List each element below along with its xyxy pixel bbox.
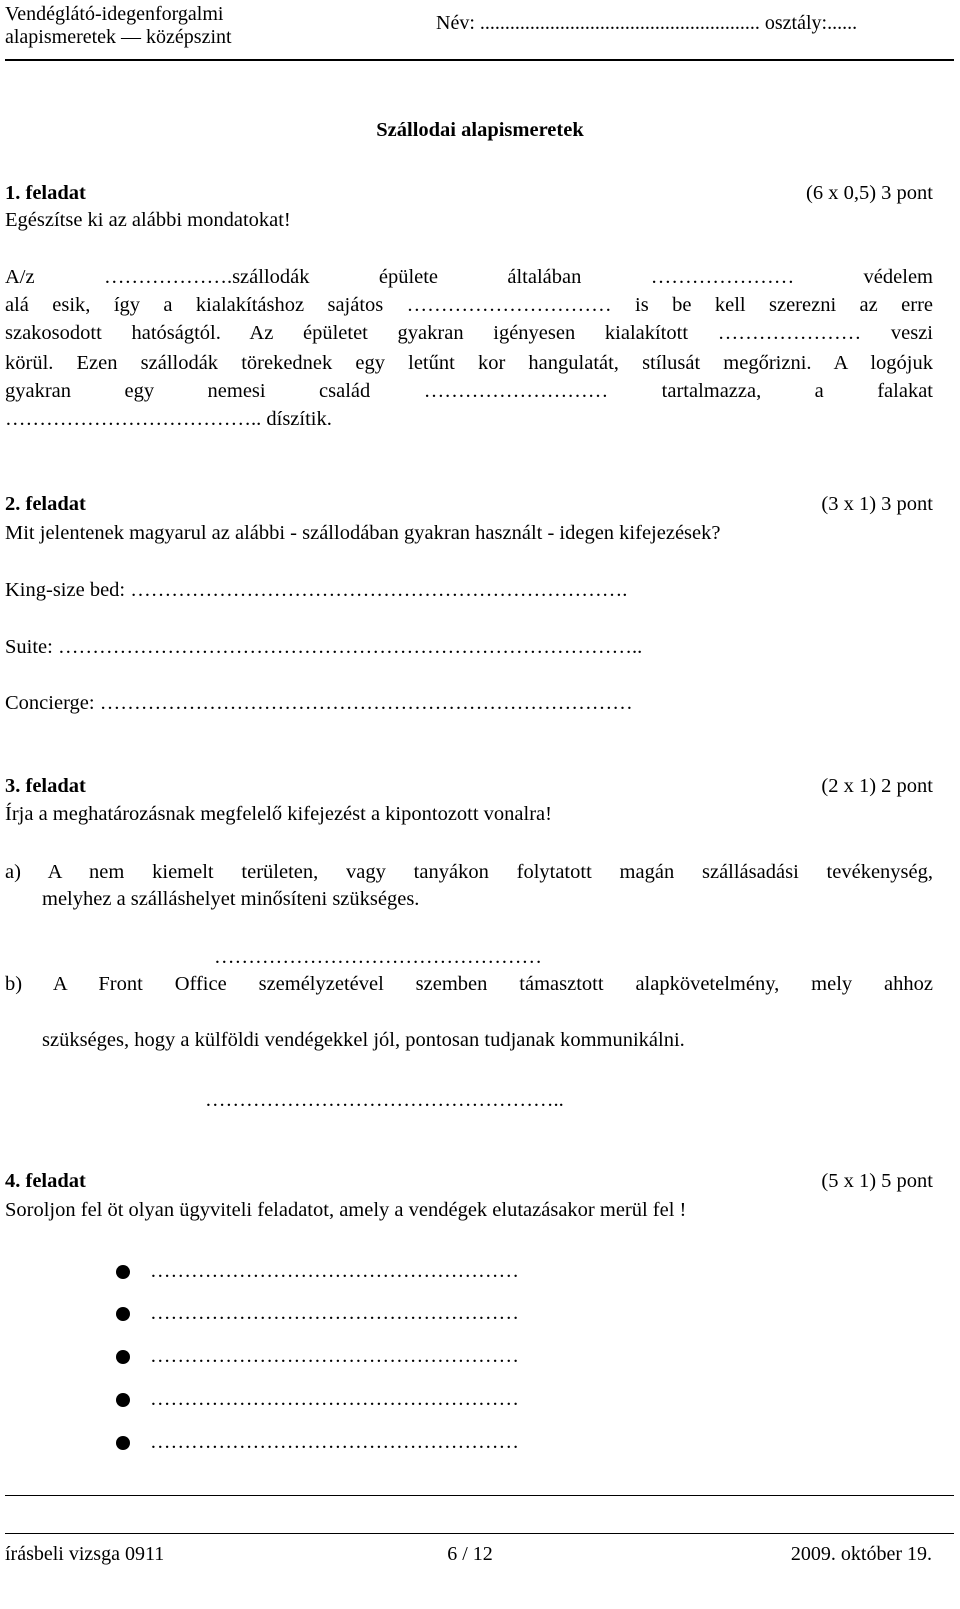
task4-answer-line-4: ……………………………………………… xyxy=(150,1388,519,1410)
footer-divider-bottom xyxy=(5,1533,954,1534)
task1-line-5: gyakran egy nemesi család ……………………… tartalmazza, a falakat xyxy=(5,380,933,402)
task2-instruction: Mit jelentenek magyarul az alábbi - szállodában gyakran használt - idegen kifejezések? xyxy=(5,522,721,544)
task1-line-6: ……………………………….. díszítik. xyxy=(5,408,332,430)
task3-a-answer-line: ………………………………………… xyxy=(214,946,542,968)
task1-instruction: Egészítse ki az alábbi mondatokat! xyxy=(5,209,291,231)
task4-points: (5 x 1) 5 pont xyxy=(821,1170,933,1192)
task2-points: (3 x 1) 3 pont xyxy=(821,493,933,515)
footer-page-number: 6 / 12 xyxy=(447,1543,493,1565)
task4-label: 4. feladat xyxy=(5,1170,86,1192)
task2-item-concierge: Concierge: …………………………………………………………………… xyxy=(5,692,633,714)
task3-a-line2: melyhez a szálláshelyet minősíteni szükséges. xyxy=(42,888,420,910)
footer-exam-type: írásbeli vizsga 0911 xyxy=(5,1543,165,1565)
task3-label: 3. feladat xyxy=(5,775,86,797)
bullet-icon xyxy=(116,1350,130,1364)
bullet-icon xyxy=(116,1393,130,1407)
task4-answer-line-5: ……………………………………………… xyxy=(150,1431,519,1453)
bullet-icon xyxy=(116,1307,130,1321)
task4-answer-line-3: ……………………………………………… xyxy=(150,1345,519,1367)
page-title: Szállodai alapismeretek xyxy=(376,119,584,141)
task3-points: (2 x 1) 2 pont xyxy=(821,775,933,797)
task3-b-answer-line: …………………………………………….. xyxy=(205,1089,564,1111)
task1-line-4: körül. Ezen szállodák törekednek egy letűnt kor hangulatát, stílusát megőrizni. A logójuk xyxy=(5,352,933,374)
header-name-field: Név: ........................................................ osztály:...... xyxy=(436,12,858,34)
header-subject-line1: Vendéglátó-idegenforgalmi xyxy=(5,3,224,25)
task3-instruction: Írja a meghatározásnak megfelelő kifejezést a kipontozott vonalra! xyxy=(5,803,552,825)
task3-a-line1: a) A nem kiemelt területen, vagy tanyákon folytatott magán szállásadási tevékenység, xyxy=(5,861,933,883)
task2-item-suite: Suite: ………………………………………………………………………….. xyxy=(5,636,643,658)
task2-item-king-size-bed: King-size bed: ………………………………………………………………. xyxy=(5,579,628,601)
footer-divider-top xyxy=(5,1495,954,1496)
header-divider xyxy=(5,59,954,61)
header-subject-line2: alapismeretek — középszint xyxy=(5,26,232,48)
bullet-icon xyxy=(116,1436,130,1450)
task4-answer-line-1: ……………………………………………… xyxy=(150,1260,519,1282)
task1-points: (6 x 0,5) 3 pont xyxy=(806,182,933,204)
task2-label: 2. feladat xyxy=(5,493,86,515)
task3-b-line1: b) A Front Office személyzetével szemben támasztott alapkövetelmény, mely ahhoz xyxy=(5,973,933,995)
task1-line-1: A/z ……………….szállodák épülete általában ………………… védelem xyxy=(5,266,933,288)
task4-instruction: Soroljon fel öt olyan ügyviteli feladatot, amely a vendégek elutazásakor merül fel ! xyxy=(5,1199,687,1221)
task1-line-3: szakosodott hatóságtól. Az épületet gyakran igényesen kialakított ………………… veszi xyxy=(5,322,933,344)
bullet-icon xyxy=(116,1265,130,1279)
task3-b-line2: szükséges, hogy a külföldi vendégekkel jól, pontosan tudjanak kommunikálni. xyxy=(42,1029,685,1051)
task1-label: 1. feladat xyxy=(5,182,86,204)
task1-line-2: alá esik, így a kialakításhoz sajátos ………………………… is be kell szerezni az erre xyxy=(5,294,933,316)
task4-answer-line-2: ……………………………………………… xyxy=(150,1302,519,1324)
footer-date: 2009. október 19. xyxy=(790,1543,932,1565)
